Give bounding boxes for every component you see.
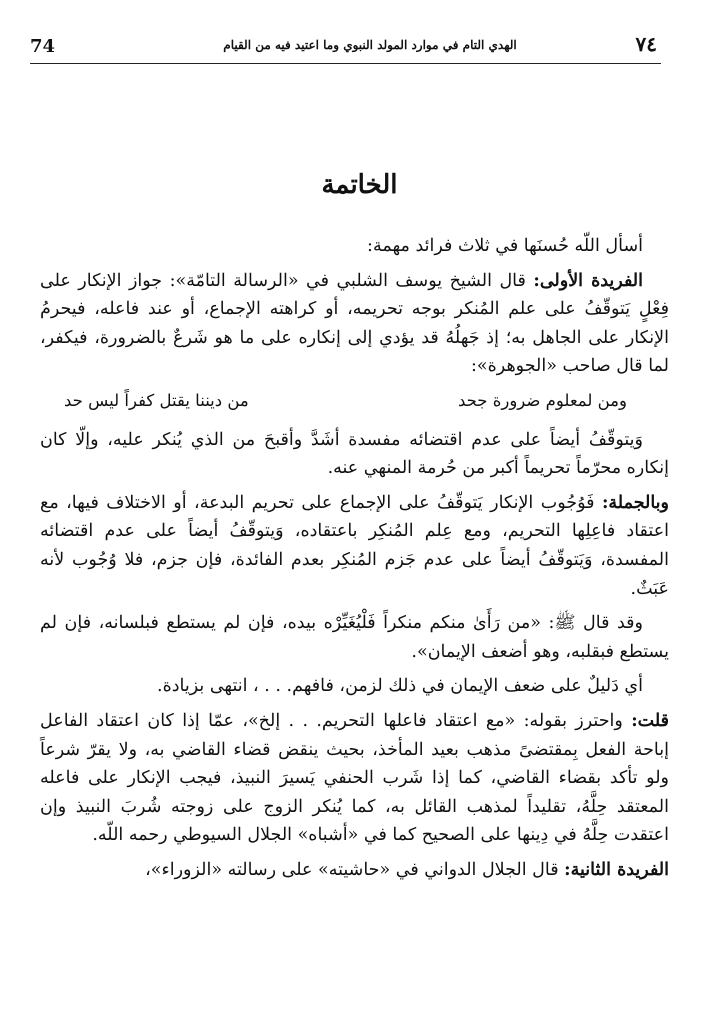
page-number-latin: 74 <box>30 36 56 57</box>
paragraph-comment: أي دَليلٌ على ضعف الإيمان في ذلك لزمن، فافهم. . . ، انتهى بزيادة. <box>157 676 643 697</box>
body-text <box>40 232 669 890</box>
paragraph-summary <box>40 489 669 603</box>
section-title: الخاتمة <box>321 170 398 200</box>
verse-hemistich-second: من ديننا يقتل كفراً ليس حد <box>64 390 249 410</box>
paragraph-lead: الفريدة الأولى: <box>533 270 643 291</box>
paragraph-text: قال الجلال الدواني في «حاشيته» على رسالته «الزوراء»، <box>145 859 565 880</box>
paragraph-note <box>40 707 669 850</box>
running-title: الهدي التام في موارد المولد النبوي وما اعتيد فيه من القيام <box>223 38 517 52</box>
paragraph-text: فَوُجُوب الإنكار يَتوقّفُ على الإجماع على تحريم البدعة، أو الاختلاف فيها، مع اعتقاد فاعِلِها التحريم، ومع عِلم المُنكِر باعتقاده، وَيتوقّفُ أيضاً على عدم اقتضائه المفسدة، وَيَتوقّفُ أيضاً على عدم جَزم المُنكِر بعدم الفائدة، فإن جزم، فلا وُجُوب لأنه عَبَثٌ. <box>40 492 669 599</box>
header-rule <box>30 63 661 64</box>
paragraph-first-gem <box>40 267 669 381</box>
paragraph-second-gem <box>40 856 669 885</box>
paragraph-lead: قلت: <box>631 710 669 731</box>
paragraph-intro: أسأل اللّه حُسنَها في ثلاث فرائد مهمة: <box>367 236 643 256</box>
page-number-arabic: ٧٤ <box>635 32 657 56</box>
paragraph-lead: الفريدة الثانية: <box>564 859 669 880</box>
paragraph-condition: وَيتوقّفُ أيضاً على عدم اقتضائه مفسدة أشَدَّ وأقبحَ من الذي يُنكر عليه، وإلّا كان إنكاره محرّماً تحريماً أكبر من حُرمة المنهي عنه. <box>40 429 669 479</box>
paragraph-hadith: وقد قال ﷺ: «من رَأَىٰ منكم منكراً فَلْيُغَيِّرْه بيده، فإن لم يستطع فبلسانه، فإن لم يستطع فبقلبه، وهو أضعف الإيمان». <box>40 613 669 662</box>
paragraph-text: واحترز بقوله: «مع اعتقاد فاعلها التحريم. . . إلخ»، عمّا إذا كان اعتقاد الفاعل إباحة الفعل بِمقتضىً مذهب بعيد المأخذ، بحيث ينقض قضاء القاضي به، ولا يقرّ شرعاً ولو تأكد بقضاء القاضي، كما إذا شَرب الحنفي يَسيرَ النبيذ، فيجب الإنكار على فاعله المعتقد حِلَّهُ، تقليداً لمذهب القائل به، كما يُنكر الزوج على زوجته شُربَ النبيذ وإن اعتقدت حِلَّهُ في دِينها على الصحيح كما في «أشباه» الجلال السيوطي رحمه اللّه. <box>40 710 669 846</box>
paragraph-text: قال الشيخ يوسف الشلبي في «الرسالة التامّة»: جواز الإنكار على فِعْلٍ يَتوقّفُ على علم المُنكر بوجه تحريمه، أو كراهته الإجماع، أو عند فاعله، فيحرمُ الإنكار على الجاهل به؛ إذ جَهلُهُ قد يؤدي إلى إنكاره على ما هو شَرعٌ بالضرورة، فيكفر، لما قال صاحب «الجوهرة»: <box>40 270 669 377</box>
paragraph-lead: وبالجملة: <box>601 492 669 513</box>
poem-verse <box>40 387 669 416</box>
verse-hemistich-first: ومن لمعلوم ضرورة جحد <box>457 390 627 410</box>
